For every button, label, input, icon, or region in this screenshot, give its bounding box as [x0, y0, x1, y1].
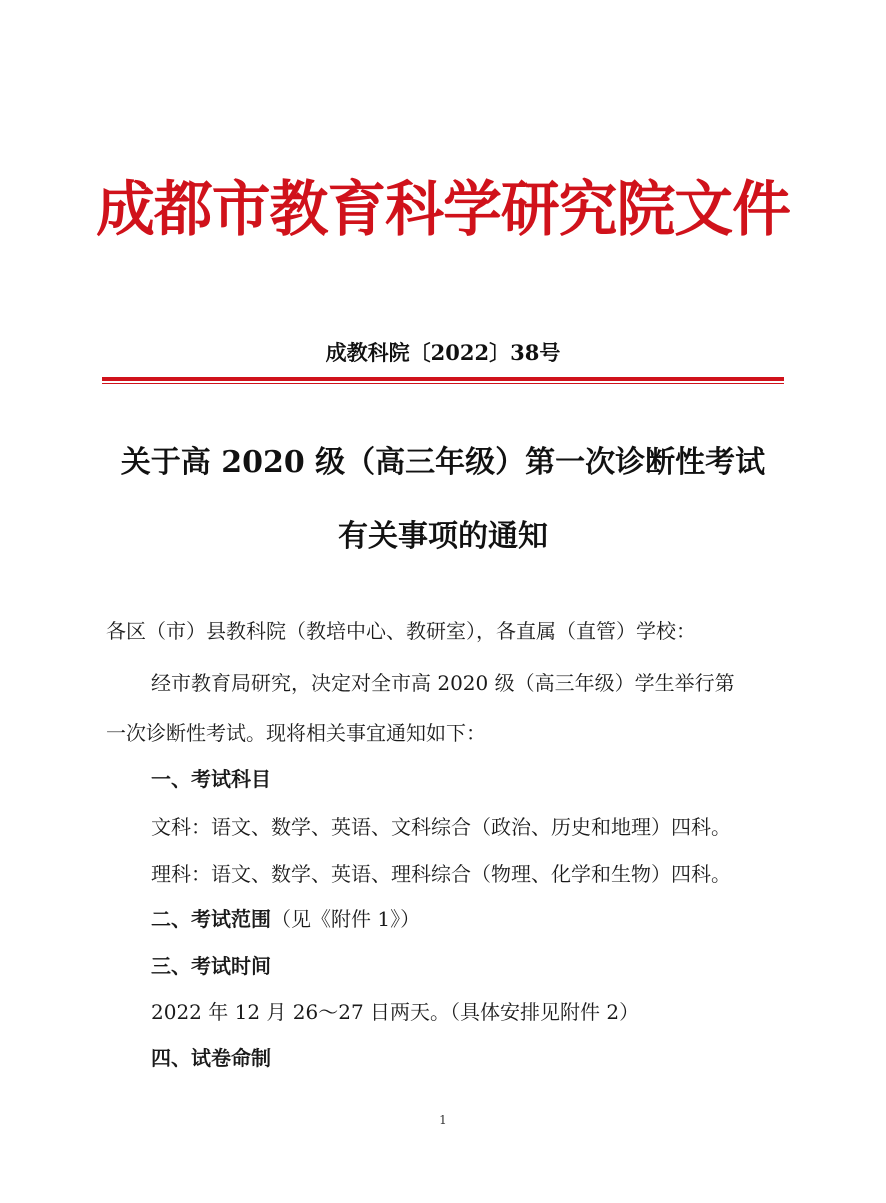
- section3-heading: 三、考试时间: [151, 954, 271, 978]
- section1-heading: 一、考试科目: [151, 767, 271, 791]
- section4-heading: 四、试卷命制: [151, 1046, 271, 1070]
- notice-title-line1: 关于高 2020 级（高三年级）第一次诊断性考试: [120, 445, 766, 480]
- section2-row: [151, 904, 420, 934]
- page-number: 1: [439, 1113, 447, 1127]
- section1-wenke: 文科：语文、数学、英语、文科综合（政治、历史和地理）四科。: [151, 815, 731, 839]
- section2-heading: 二、考试范围: [151, 907, 271, 931]
- section2-note: （见《附件 1》）: [271, 907, 421, 931]
- org-header-title: 成都市教育科学研究院文件: [96, 175, 790, 245]
- red-divider-line-thin: [102, 383, 784, 384]
- section1-like: 理科：语文、数学、英语、理科综合（物理、化学和生物）四科。: [151, 862, 731, 886]
- salutation: 各区（市）县教科院（教培中心、教研室），各直属（直管）学校：: [106, 619, 696, 643]
- notice-title-line2: 有关事项的通知: [338, 519, 548, 554]
- intro-paragraph-line2: 一次诊断性考试。现将相关事宜通知如下：: [106, 721, 486, 745]
- section3-text: 2022 年 12 月 26～27 日两天。（具体安排见附件 2）: [151, 1000, 640, 1024]
- red-divider-line: [102, 377, 784, 381]
- intro-paragraph-line1: 经市教育局研究，决定对全市高 2020 级（高三年级）学生举行第: [151, 671, 735, 695]
- document-number: 成教科院〔2022〕38号: [325, 340, 561, 365]
